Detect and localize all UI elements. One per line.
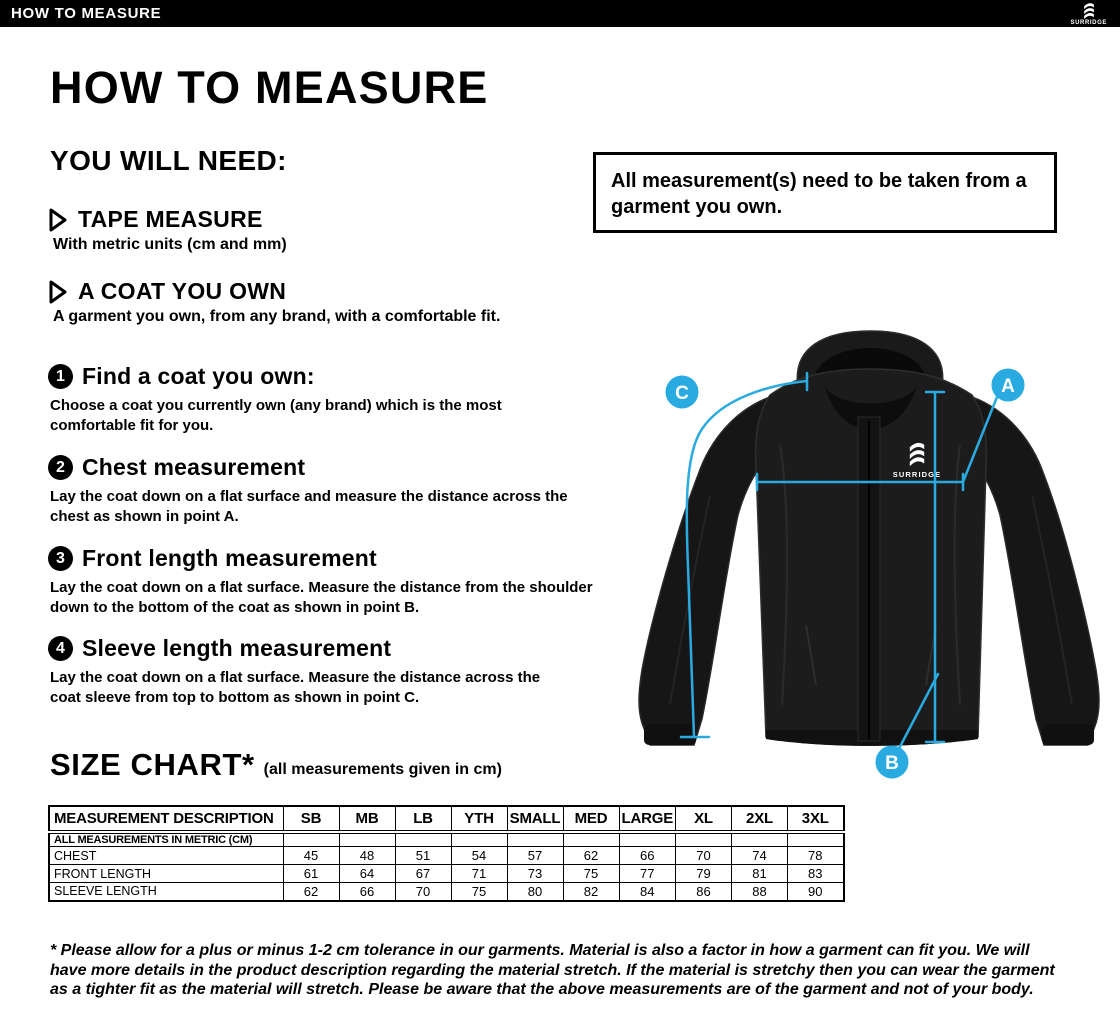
value-cell: 66 <box>619 847 676 865</box>
col-header-size: YTH <box>451 806 507 832</box>
value-cell: 77 <box>619 865 676 883</box>
step-title: Front length measurement <box>82 545 377 571</box>
step-description: Lay the coat down on a flat surface. Measure the distance across the coat sleeve from top to bottom as shown in point C. <box>50 669 541 706</box>
value-cell: 75 <box>563 865 619 883</box>
svg-text:C: C <box>675 383 689 404</box>
step-description: Lay the coat down on a flat surface and measure the distance across the chest as shown in point A. <box>50 488 568 525</box>
col-header-description: MEASUREMENT DESCRIPTION <box>49 806 283 832</box>
value-cell: 79 <box>676 865 732 883</box>
svg-text:A: A <box>1001 376 1015 397</box>
table-row <box>49 883 844 901</box>
step-number-badge: 3 <box>48 546 73 571</box>
value-cell: 88 <box>732 883 788 901</box>
measure-point-c <box>666 376 699 409</box>
triangle-bullet-icon <box>48 280 68 304</box>
size-chart-subtitle: (all measurements given in cm) <box>263 761 502 778</box>
value-cell: 62 <box>283 883 339 901</box>
measure-point-b <box>876 746 909 779</box>
footnote: * Please allow for a plus or minus 1-2 cm tolerance in our garments. Material is also a factor in how a garment can fit you. We will have more details in the product description regarding the material stretch. If the material is stretchy then you can wear the garment as a tighter fit as the material will stretch. Please be aware that the above measurements are of the garment and not of your body. <box>50 942 1055 998</box>
value-cell <box>619 832 676 847</box>
col-header-size: LB <box>395 806 451 832</box>
note-box <box>593 152 1057 233</box>
value-cell <box>507 832 563 847</box>
svg-text:B: B <box>885 753 899 774</box>
value-cell: 62 <box>563 847 619 865</box>
surridge-logo <box>1071 2 1107 26</box>
value-cell: 84 <box>619 883 676 901</box>
value-cell <box>788 832 844 847</box>
value-cell: 54 <box>451 847 507 865</box>
value-cell <box>283 832 339 847</box>
value-cell <box>339 832 395 847</box>
value-cell <box>676 832 732 847</box>
need-sub: With metric units (cm and mm) <box>53 236 287 253</box>
row-label-cell: SLEEVE LENGTH <box>49 883 283 901</box>
step-front-length-measurement <box>48 545 635 618</box>
value-cell: 64 <box>339 865 395 883</box>
value-cell <box>395 832 451 847</box>
value-cell: 75 <box>451 883 507 901</box>
row-label-cell: FRONT LENGTH <box>49 865 283 883</box>
value-cell <box>563 832 619 847</box>
col-header-size: MED <box>563 806 619 832</box>
step-number-badge: 2 <box>48 455 73 480</box>
you-will-need-heading: YOU WILL NEED: <box>50 145 287 176</box>
jacket-measurement-diagram <box>620 325 1120 815</box>
step-chest-measurement <box>48 454 580 527</box>
row-label-cell: ALL MEASUREMENTS IN METRIC (CM) <box>49 832 283 847</box>
step-title: Chest measurement <box>82 454 306 480</box>
col-header-size: SMALL <box>507 806 563 832</box>
brand-word: SURRIDGE <box>1070 19 1107 26</box>
row-label-cell: CHEST <box>49 847 283 865</box>
top-bar-title: HOW TO MEASURE <box>11 5 162 22</box>
page-title: HOW TO MEASURE <box>50 62 489 113</box>
size-chart-title: SIZE CHART* <box>50 747 255 782</box>
value-cell: 57 <box>507 847 563 865</box>
value-cell: 61 <box>283 865 339 883</box>
col-header-size: XL <box>676 806 732 832</box>
value-cell <box>732 832 788 847</box>
need-item-coat-you-own <box>48 278 500 326</box>
step-number-badge: 4 <box>48 636 73 661</box>
table-row <box>49 847 844 865</box>
col-header-size: 2XL <box>732 806 788 832</box>
need-label: A COAT YOU OWN <box>78 278 287 304</box>
value-cell: 70 <box>676 847 732 865</box>
value-cell: 86 <box>676 883 732 901</box>
value-cell: 73 <box>507 865 563 883</box>
value-cell: 66 <box>339 883 395 901</box>
value-cell: 71 <box>451 865 507 883</box>
size-chart-heading <box>50 747 502 783</box>
surridge-s-icon <box>1082 2 1096 19</box>
value-cell: 78 <box>788 847 844 865</box>
value-cell: 51 <box>395 847 451 865</box>
jacket-logo-text: SURRIDGE <box>892 470 942 479</box>
table-header-row <box>49 806 844 832</box>
col-header-size: SB <box>283 806 339 832</box>
triangle-bullet-icon <box>48 208 68 232</box>
need-sub: A garment you own, from any brand, with a comfortable fit. <box>53 308 501 325</box>
step-description: Lay the coat down on a flat surface. Measure the distance from the shoulder down to the bottom of the coat as shown in point B. <box>50 579 593 616</box>
value-cell: 90 <box>788 883 844 901</box>
value-cell: 83 <box>788 865 844 883</box>
table-row <box>49 832 844 847</box>
step-number-badge: 1 <box>48 364 73 389</box>
step-find-a-coat <box>48 363 555 436</box>
size-table <box>48 805 845 902</box>
value-cell: 74 <box>732 847 788 865</box>
step-description: Choose a coat you currently own (any brand) which is the most comfortable fit for you. <box>50 397 502 434</box>
step-title: Find a coat you own: <box>82 363 315 389</box>
step-title: Sleeve length measurement <box>82 635 392 661</box>
value-cell: 48 <box>339 847 395 865</box>
value-cell: 80 <box>507 883 563 901</box>
step-sleeve-length-measurement <box>48 635 570 708</box>
value-cell: 82 <box>563 883 619 901</box>
value-cell: 45 <box>283 847 339 865</box>
col-header-size: LARGE <box>619 806 676 832</box>
measure-point-a <box>992 369 1025 402</box>
value-cell: 67 <box>395 865 451 883</box>
value-cell <box>451 832 507 847</box>
size-table-head <box>49 806 844 832</box>
need-item-tape-measure <box>48 206 287 254</box>
note-text: All measurement(s) need to be taken from a garment you own. <box>611 170 1027 218</box>
value-cell: 81 <box>732 865 788 883</box>
jacket-illustration <box>639 331 1099 746</box>
top-bar <box>0 0 1120 27</box>
col-header-size: 3XL <box>788 806 844 832</box>
size-table-body <box>49 832 844 901</box>
need-label: TAPE MEASURE <box>78 206 263 232</box>
table-row <box>49 865 844 883</box>
col-header-size: MB <box>339 806 395 832</box>
value-cell: 70 <box>395 883 451 901</box>
